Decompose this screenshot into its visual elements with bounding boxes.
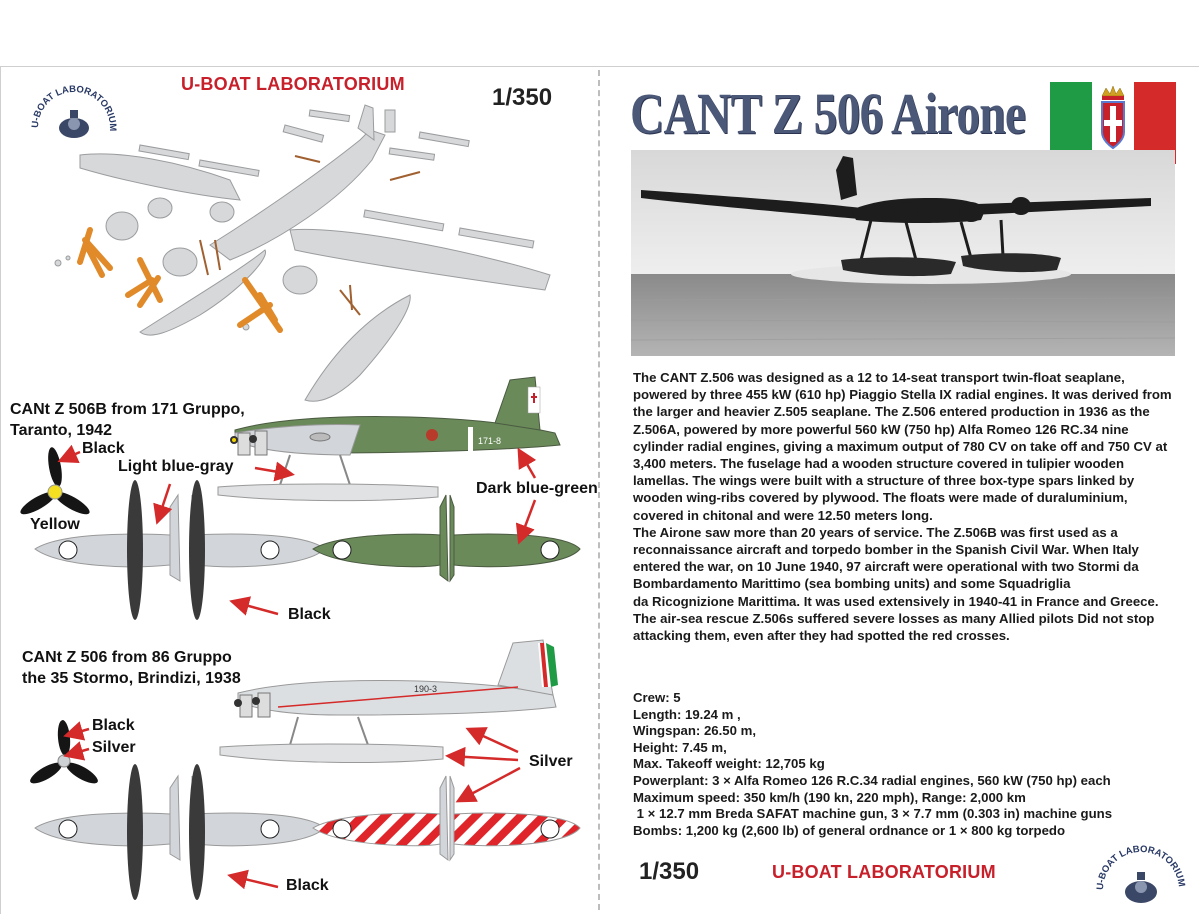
footer-scale-label: 1/350	[639, 858, 700, 885]
version2-caption-line1: CANt Z 506 from 86 Gruppo	[22, 649, 232, 666]
footer-logo-text: U-BOAT LABORATORIUM	[1094, 843, 1187, 891]
version1-label-yellow: Yellow	[30, 516, 80, 533]
description	[633, 369, 1178, 644]
version1-label-black-floats: Black	[288, 606, 331, 623]
version1-label-light-blue-gray: Light blue-gray	[118, 458, 234, 475]
version2-caption-line2: the 35 Stormo, Brindizi, 1938	[22, 670, 241, 687]
spec-line: Crew: 5	[633, 690, 681, 705]
version2-label-black-prop: Black	[92, 717, 135, 734]
main-title: CANT Z 506 Airone	[630, 81, 1026, 146]
version1-label-black-prop: Black	[82, 440, 125, 457]
footer-brand-logo	[1095, 840, 1187, 910]
description-paragraph: The Airone saw more than 20 years of service. The Z.506B was first used as a reconnaissance aircraft and torpedo bomber in the Spanish Civil War. When Italy entered the war, on 10 June 1940, 97 aircraft were operational with two Stormi da Bombardamento Marittimo (sea bombing units) and some Squadriglia	[633, 524, 1139, 592]
version2-label-silver: Silver	[529, 753, 573, 770]
version1-label-dark-blue-green: Dark blue-green	[476, 480, 598, 497]
spec-line: Bombs: 1,200 kg (2,600 lb) of general ordnance or 1 × 800 kg torpedo	[633, 822, 1066, 838]
version1-caption-line1: CANt Z 506B from 171 Gruppo,	[10, 401, 245, 418]
description-paragraph: da Ricognizione Marittima. It was used extensively in 1940-41 in France and Greece. The air-sea rescue Z.506s suffered severe losses as many Allied pilots Did not stop attacking them, even after they had spotted the red crosses.	[633, 593, 1159, 644]
spec-line: Length: 19.24 m ,	[633, 706, 741, 722]
brand-title: U-BOAT LABORATORIUM	[181, 74, 405, 94]
version2-label-black-floats: Black	[286, 877, 329, 894]
spec-line: Powerplant: 3 × Alfa Romeo 126 R.C.34 radial engines, 560 kW (750 hp) each	[633, 772, 1111, 788]
spec-line: Maximum speed: 350 km/h (190 kn, 220 mph), Range: 2,000 km	[633, 789, 1026, 805]
submarine-diver-icon	[1125, 872, 1157, 903]
savoy-crest-icon	[1102, 86, 1124, 148]
spec-line: 1 × 12.7 mm Breda SAFAT machine gun, 3 × 7.7 mm (0.303 in) machine guns	[633, 806, 1113, 822]
specifications	[633, 690, 1178, 839]
version2-fuselage-code: 190-3	[414, 684, 438, 694]
version1-fuselage-code: 171-8	[478, 436, 502, 446]
pointer-arrows	[0, 0, 600, 915]
spec-line: Height: 7.45 m,	[633, 739, 727, 755]
scale-label: 1/350	[492, 84, 553, 111]
description-paragraph: The CANT Z.506 was designed as a 12 to 14-seat transport twin-float seaplane, powered by three 455 kW (610 hp) Piaggio Stella IX radial engines. It was derived from the larger and heavier Z.505 seaplane. The Z.506 entered production in 1936 as the Z.506A, powered by more powerful 560 kW (750 hp) Alfa Romeo 126 RC.34 nine cylinder radial engines, giving a maximum output of 780 CV on take off and 750 CV at 3,400 meters. The fuselage had a wooden structure covered in tulipier wooden lamellas. The wings were built with a structure of three box-type spars linked by wooden wing-ribs covered by plywood. The floats were made of duraluminium, covered in chitonal and were 12.50 meters long.	[633, 370, 1172, 523]
logo-text: U-BOAT LABORATORIUM	[29, 83, 119, 132]
spec-line: Max. Takeoff weight: 12,705 kg	[633, 756, 825, 772]
version1-caption-line2: Taranto, 1942	[10, 422, 112, 439]
historic-photo	[631, 150, 1175, 356]
spec-line: Wingspan: 26.50 m,	[633, 723, 756, 739]
footer-brand-title: U-BOAT LABORATORIUM	[772, 862, 996, 882]
version2-label-silver-prop: Silver	[92, 739, 136, 756]
